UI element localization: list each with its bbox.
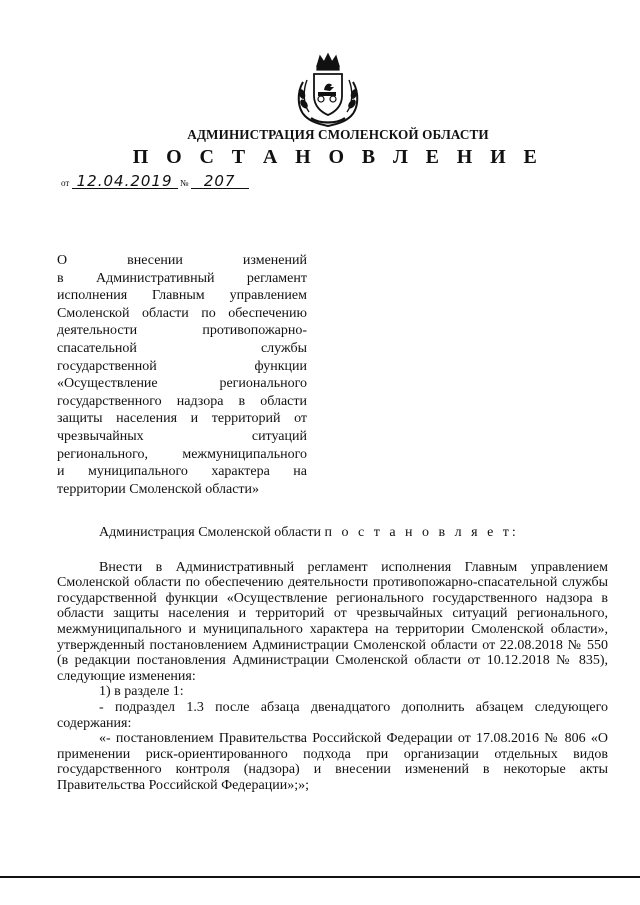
document-type: П О С Т А Н О В Л Е Н И Е	[132, 146, 544, 168]
title-line: деятельности противопожарно-	[57, 323, 307, 339]
title-line: в Административный регламент	[57, 270, 307, 286]
handwritten-date: 12.04.2019	[72, 174, 178, 189]
title-line: исполнения Главным управлением	[57, 288, 307, 304]
document-title	[57, 252, 307, 498]
page-bottom-rule	[0, 876, 640, 878]
date-number-line	[61, 174, 249, 189]
coat-of-arms-icon	[293, 52, 363, 130]
title-line: и муниципального характера на	[57, 464, 307, 480]
title-line: защиты населения и территорий от	[57, 411, 307, 427]
title-line: государственной функции	[57, 358, 307, 374]
title-line: государственного надзора в области	[57, 393, 307, 409]
paragraph-main: Внести в Административный регламент исполнения Главным управлением Смоленской области по обеспечению деятельности противопожарно-спасательной службы государственной функции «Осуществление регионального государственного надзора в области защиты населения и территорий от чрезвычайных ситуаций регионального, межмуниципального и муниципального характера на территории Смоленской области», утвержденный постановлением Администрации Смоленской области от 22.08.2018 № 550 (в редакции постановления Администрации Смоленской области от 10.12.2018 № 835), следующие изменения:	[57, 559, 608, 684]
admin-prefix: Администрация Смоленской области	[99, 525, 322, 540]
title-line: чрезвычайных ситуаций	[57, 428, 307, 444]
resolution-intro	[57, 525, 608, 541]
handwritten-number: 207	[191, 174, 249, 189]
paragraph-quote: «- постановлением Правительства Российской Федерации от 17.08.2016 № 806 «О применении риск-ориентированного подхода при организации отдельных видов государственного контроля (надзора) и внесении изменений в некоторые акты Правительства Российской Федерации»;»;	[57, 731, 608, 793]
title-line: территории Смоленской области»	[57, 481, 260, 497]
paragraph-item-1-sub: - подраздел 1.3 после абзаца двенадцатого дополнить абзацем следующего содержания:	[57, 699, 608, 731]
document-body	[57, 525, 608, 794]
title-line: Смоленской области по обеспечению	[57, 305, 307, 321]
title-line: «Осуществление регионального	[57, 376, 307, 392]
paragraph-item-1: 1) в разделе 1:	[99, 684, 184, 700]
number-prefix: №	[179, 178, 189, 188]
title-line: спасательной службы	[57, 340, 307, 356]
organization-name: АДМИНИСТРАЦИЯ СМОЛЕНСКОЙ ОБЛАСТИ	[187, 127, 489, 142]
admin-resolves: п о с т а н о в л я е т:	[324, 525, 519, 540]
date-prefix: от	[61, 178, 70, 188]
title-line: О внесении изменений	[57, 253, 307, 268]
title-line: регионального, межмуниципального	[57, 446, 307, 462]
